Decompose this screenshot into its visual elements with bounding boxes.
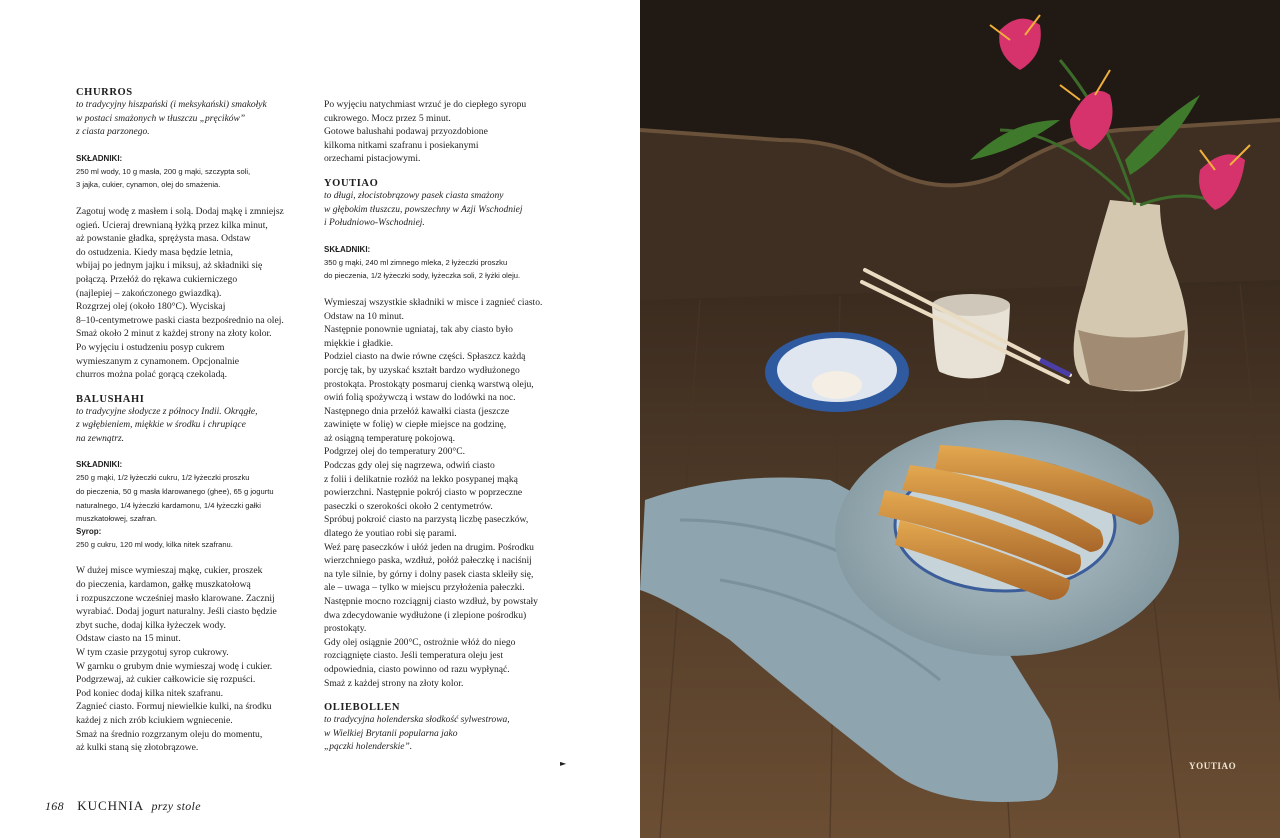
recipe-title-oliebollen: OLIEBOLLEN — [324, 702, 401, 714]
method-churros: Zagotuj wodę z masłem i solą. Dodaj mąkę i zmniejsz ogień. Ucieraj drewnianą łyżką przez kilka minut, aż powstanie gładka, sprężysta masa. Odstaw do ostudzenia. Kiedy masa będzie letnia, wbijaj po jednym jajku i miksuj, aż składniki się połączą. Przełóż do rękawa cukierniczego (najlepiej – zakończonego gwiazdką). Rozgrzej olej (około 180°C). Wyciskaj 8–10-centymetrowe paski ciasta bezpośrednio na olej. Smaż około 2 minut z każdej strony na złoty kolor. Po wyjęciu i ostudzeniu posyp cukrem wymieszanym z cynamonem. Opcjonalnie churros można polać gorącą czekoladą. — [76, 205, 284, 381]
ingredients-churros: 250 ml wody, 10 g masła, 200 g mąki, szczypta soli, 3 jajka, cukier, cynamon, olej do smażenia. — [76, 166, 251, 190]
method-youtiao: Wymieszaj wszystkie składniki w misce i zagnieć ciasto. Odstaw na 10 minut. Następnie ponownie ugniataj, tak aby ciasto było miękkie i gładkie. Podziel ciasto na dwie równe części. Spłaszcz każdą porcję tak, by uzyskać kształt bardzo wydłużonego prostokąta. Prostokąty posmaruj cienką warstwą oleju, owiń folią spożywczą i wstaw do lodówki na noc. Następnego dnia przełóż kawałki ciasta (jeszcze zawinięte w folię) w ciepłe miejsce na godzinę, aż osiągną temperaturę pokojową. Podgrzej olej do temperatury 200°C. Podczas gdy olej się nagrzewa, odwiń ciasto z folii i delikatnie rozłóż na lekko posypanej mąką powierzchni. Następnie pokrój ciasto w poprzeczne paseczki o szerokości około 2 centymetrów. Spróbuj pokroić ciasto na parzystą liczbę paseczków, dlatego że youtiao robi się parami. Weź parę paseczków i ułóż jeden na drugim. Pośrodku wierzchniego paska, wzdłuż, połóż pałeczkę i naciśnij na tyle silnie, by górny i dolny pasek ciasta skleiły się, ale – uwaga – tylko w miejscu przyłożenia pałeczki. Następnie mocno rozciągnij ciasto wzdłuż, by powstały dwa zdecydowanie wydłużone (i zlepione pośrodku) prostokąty. Gdy olej osiągnie 200°C, ostrożnie włóż do niego rozciągnięte ciasto. Jeśli temperatura oleju jest odpowiednia, ciasto powinno od razu wypłynąć. Smaż z każdej strony na złoty kolor. — [324, 296, 543, 689]
syrup-label: Syrop: — [76, 526, 102, 536]
recipe-title-churros: CHURROS — [76, 87, 133, 98]
continue-arrow-icon: ► — [560, 759, 567, 768]
sesame-seeds — [812, 371, 862, 399]
ingredients-label: SKŁADNIKI: — [76, 153, 123, 163]
photo-caption: YOUTIAO — [1189, 761, 1237, 771]
text-column-left — [76, 86, 316, 755]
ingredients-label: SKŁADNIKI: — [324, 244, 371, 254]
text-column-right — [324, 98, 564, 755]
ingredients-balushahi: 250 g mąki, 1/2 łyżeczki cukru, 1/2 łyżeczki proszku do pieczenia, 50 g masła klarowanego (ghee), 65 g jogurtu naturalnego, 1/4 łyżeczki kardamonu, 1/4 łyżeczki gałki muszkatołowej, szafran. — [76, 473, 274, 524]
recipe-intro-balushahi: to tradycyjne słodycze z północy Indii. Okrągłe, z wgłębieniem, miękkie w środku i chrupiące na zewnątrz. — [76, 406, 258, 444]
recipe-intro-churros: to tradycyjny hiszpański (i meksykański) smakołyk w postaci smażonych w tłuszczu „pręcików” z ciasta parzonego. — [76, 100, 267, 138]
magazine-subtitle: przy stole — [151, 799, 201, 813]
ingredients-label: SKŁADNIKI: — [76, 460, 123, 470]
page-number: 168 — [45, 799, 64, 813]
recipe-intro-youtiao: to długi, złocistobrązowy pasek ciasta smażony w głębokim tłuszczu, powszechny w Azji Wschodniej i Południowo-Wschodniej. — [324, 190, 523, 229]
food-photo — [640, 0, 1280, 838]
ingredients-youtiao: 350 g mąki, 240 ml zimnego mleka, 2 łyżeczki proszku do pieczenia, 1/2 łyżeczki sody, łyżeczka soli, 2 łyżki oleju. — [324, 257, 521, 281]
method-balushahi: W dużej misce wymieszaj mąkę, cukier, proszek do pieczenia, kardamon, gałkę muszkatołową i rozpuszczone wcześniej masło klarowane. Zacznij wyrabiać. Dodaj jogurt naturalny. Jeśli ciasto będzie zbyt suche, dodaj kilka łyżeczek wody. Odstaw ciasto na 15 minut. W tym czasie przygotuj syrop cukrowy. W garnku o grubym dnie wymieszaj wodę i cukier. Podgrzewaj, aż cukier całkowicie się rozpuści. Pod koniec dodaj kilka nitek szafranu. Zagnieć ciasto. Formuj niewielkie kulki, na środku każdej z nich zrób kciukiem wgniecenie. Smaż na średnio rozgrzanym oleju do momentu, aż kulki staną się złotobrązowe. — [76, 565, 277, 754]
method-balushahi-continued: Po wyjęciu natychmiast wrzuć je do ciepłego syropu cukrowego. Mocz przez 5 minut. Gotowe balushahi podawaj przyozdobione kilkoma nitkami szafranu i posiekanymi orzechami pistacjowymi. — [324, 99, 527, 165]
ingredients-syrup: 250 g cukru, 120 ml wody, kilka nitek szafranu. — [76, 539, 233, 549]
page-footer — [45, 798, 201, 814]
youtiao-photo-illustration — [640, 0, 1280, 838]
recipe-title-youtiao: YOUTIAO — [324, 177, 379, 189]
recipe-intro-oliebollen: to tradycyjna holenderska słodkość sylwestrowa, w Wielkiej Brytanii popularna jako „pączki holenderskie”. — [324, 715, 510, 753]
magazine-brand: KUCHNIA — [77, 798, 145, 813]
tea-cup — [932, 305, 1010, 379]
recipe-title-balushahi: BALUSHAHI — [76, 393, 145, 405]
